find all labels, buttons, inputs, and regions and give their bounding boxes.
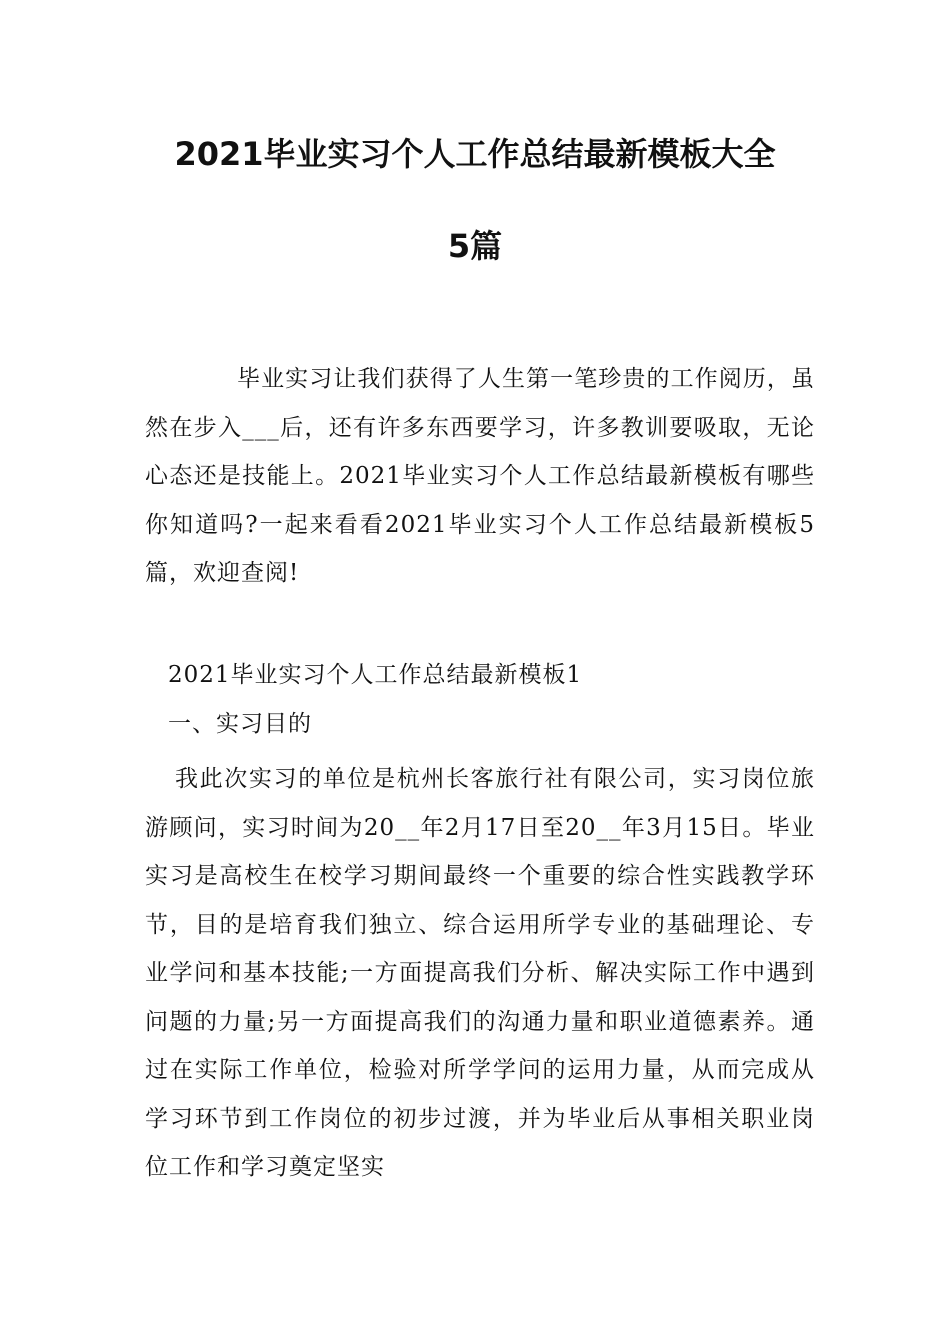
subsection-heading: 一、实习目的 bbox=[168, 711, 312, 737]
document-title-line2: 5篇 bbox=[447, 227, 503, 265]
section-heading: 2021毕业实习个人工作总结最新模板1 bbox=[168, 662, 583, 688]
intro-paragraph: 毕业实习让我们获得了人生第一笔珍贵的工作阅历，虽然在步入___后，还有许多东西要学习，许多教训要吸取，无论心态还是技能上。2021毕业实习个人工作总结最新模板有哪些你知道吗?一起来看看2021毕业实习个人工作总结最新模板5篇，欢迎查阅! bbox=[145, 366, 815, 586]
body-paragraph: 我此次实习的单位是杭州长客旅行社有限公司，实习岗位旅游顾问，实习时间为20__年2月17日至20__年3月15日。毕业实习是高校生在校学习期间最终一个重要的综合性实践教学环节，目的是培育我们独立、综合运用所学专业的基础理论、专业学问和基本技能;一方面提高我们分析、解决实际工作中遇到问题的力量;另一方面提高我们的沟通力量和职业道德素养。通过在实际工作单位，检验对所学学问的运用力量，从而完成从学习环节到工作岗位的初步过渡，并为毕业后从事相关职业岗位工作和学习奠定坚实 bbox=[145, 766, 815, 1180]
document-title-line1: 2021毕业实习个人工作总结最新模板大全 bbox=[174, 135, 776, 173]
